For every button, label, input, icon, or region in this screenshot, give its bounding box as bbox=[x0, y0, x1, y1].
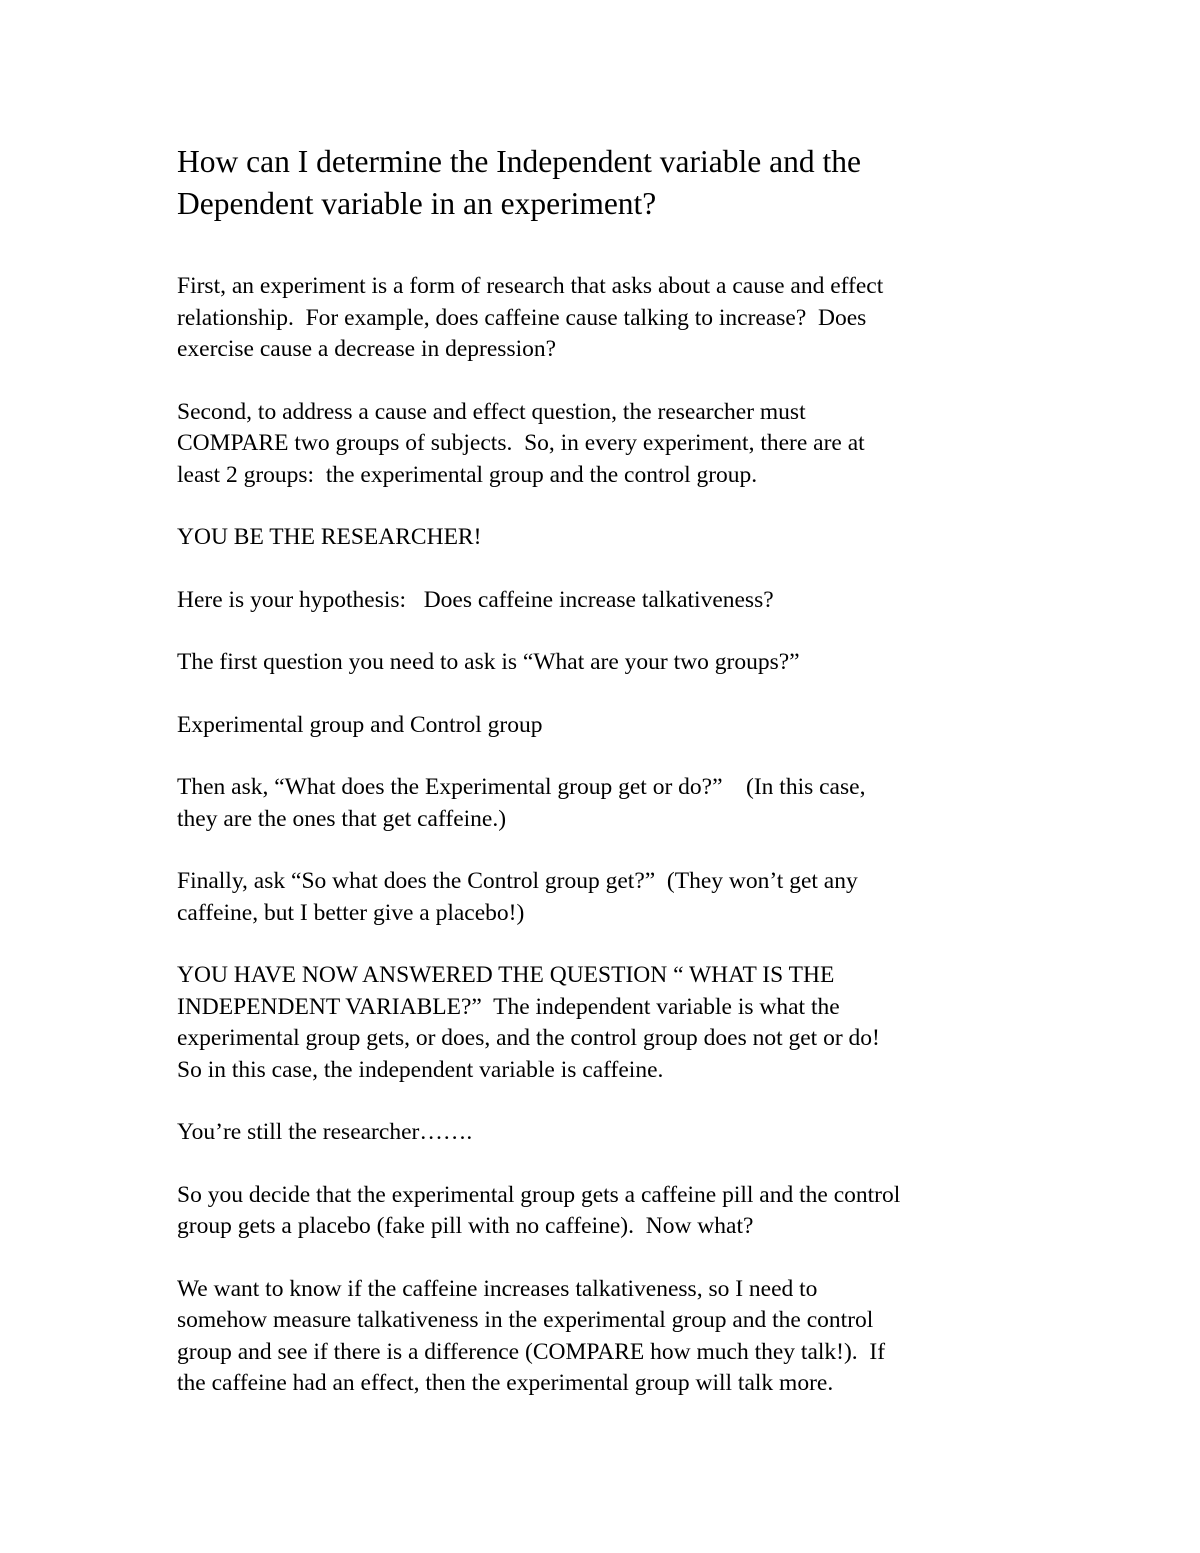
paragraph-measure-talkativeness: We want to know if the caffeine increases talkativeness, so I need to somehow measure talkativeness in the experimental group and the control group and see if there is a difference (COMPARE how much they talk!). If the caffeine had an effect, then the experimental group will talk more. bbox=[177, 1275, 886, 1396]
paragraph-still-researcher: You’re still the researcher……. bbox=[177, 1119, 473, 1145]
document-body bbox=[177, 141, 1057, 1431]
paragraph-placebo-decision: So you decide that the experimental group gets a caffeine pill and the control group gets a placebo (fake pill with no caffeine). Now what? bbox=[177, 1181, 901, 1239]
paragraph-control-group: Finally, ask “So what does the Control group get?” (They won’t get any caffeine, but I better give a placebo!) bbox=[177, 868, 858, 926]
paragraph-experiment-definition: First, an experiment is a form of research that asks about a cause and effect relationship. For example, does caffeine cause talking to increase? Does exercise cause a decrease in depression? bbox=[177, 273, 884, 362]
paragraph-independent-variable: YOU HAVE NOW ANSWERED THE QUESTION “ WHAT IS THE INDEPENDENT VARIABLE?” The independent variable is what the experimental group gets, or does, and the control group does not get or do! So in this case, the independent variable is caffeine. bbox=[177, 962, 880, 1083]
paragraph-groups: Experimental group and Control group bbox=[177, 711, 543, 738]
document-title: How can I determine the Independent variable and the Dependent variable in an experiment? bbox=[177, 144, 861, 221]
paragraph-hypothesis: Here is your hypothesis: Does caffeine increase talkativeness? bbox=[177, 586, 774, 613]
paragraph-experimental-group: Then ask, “What does the Experimental group get or do?” (In this case, they are the ones that get caffeine.) bbox=[177, 774, 866, 832]
paragraph-you-be-researcher: YOU BE THE RESEARCHER! bbox=[177, 524, 482, 550]
paragraph-compare-groups: Second, to address a cause and effect question, the researcher must COMPARE two groups of subjects. So, in every experiment, there are at least 2 groups: the experimental group and the control group. bbox=[177, 398, 865, 488]
paragraph-first-question: The first question you need to ask is “What are your two groups?” bbox=[177, 649, 800, 675]
